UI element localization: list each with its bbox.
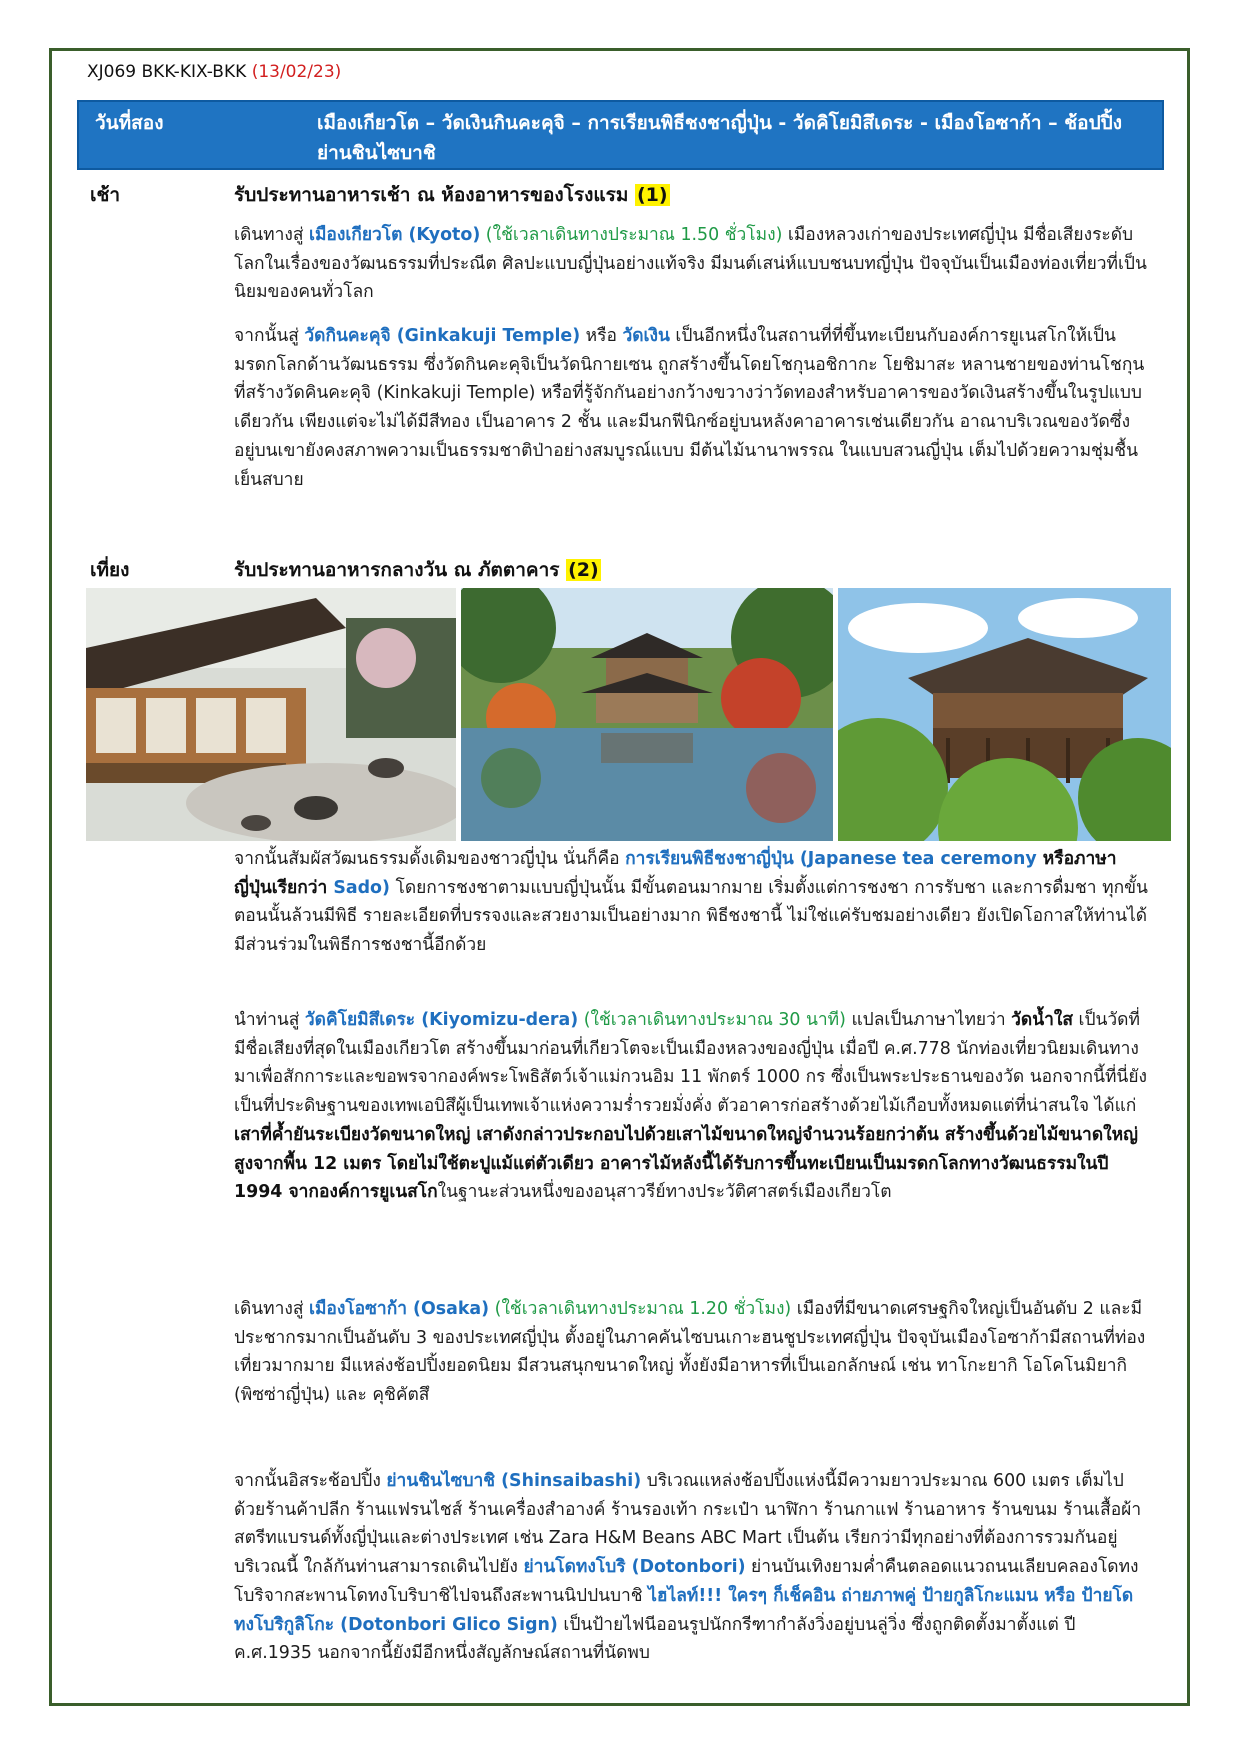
place-kiyomizu: วัดคิโยมิสึเดระ (Kiyomizu-dera) [304,1010,579,1030]
travel-time: (ใช้เวลาเดินทางประมาณ 1.50 ชั่วโมง) [480,225,783,245]
day-header [77,100,1164,170]
paragraph-shinsaibashi [234,1467,1150,1668]
place-dotonbori: ย่านโดทงโบริ (Dotonbori) [523,1557,746,1578]
text: ย่านบันเทิงยามค่ำคืนตลอดแนวถนนเลียบคลองโดทงโบริจากสะพานโดทงโบริบาชิไปจนถึงสะพานนิปปนบาชิ [234,1557,1139,1606]
meal-number-badge: (2) [568,559,599,581]
text: จากนั้นอิสระช้อปปิ้ง [234,1471,387,1491]
text: หรือ [580,326,623,346]
text: โดยการชงชาตามแบบญี่ปุ่นนั้น มีขั้นตอนมากมาย เริ่มตั้งแต่การชงชา การรับชา และการดื่มชา ทุกขั้นตอนนั้นล้วนมีพิธี รายละเอียดที่บรรจงและสวยงามเป็นอย่างมาก พิธีชงชานี้ ไม่ใช่แค่รับชมอย่างเดียว ยังเปิดโอกาสให้ท่านได้มีส่วนร่วมในพิธีการชงชานี้อีกด้วย [234,877,1148,956]
place-ginkakuji: วัดกินคะคุจิ (Ginkakuji Temple) [304,326,581,346]
place-osaka: เมืองโอซาก้า (Osaka) [309,1299,490,1319]
text: เป็นวัดที่มีชื่อเสียงที่สุดในเมืองเกียวโต สร้างขึ้นมาก่อนที่เกียวโตจะเป็นเมืองหลวงของญี่ปุ่น เมื่อปี ค.ศ.778 นักท่องเที่ยวนิยมเดินทางมาเพื่อสักการะและขอพรจากองค์พระโพธิสัตว์เจ้าแม่กวนอิม 11 พักตร์ 1000 กร ซึ่งเป็นพระประธานของวัด นอกจากนี้ที่นี่ยังเป็นที่ประดิษฐานของเทพเอบิสึผู้เป็นเทพเจ้าแห่งความร่ำรวยมั่งคั่ง ตัวอาคารก่อสร้างด้วยไม้เกือบทั้งหมดแต่ที่น่าสนใจ ได้แก่ [234,1010,1147,1117]
lunch-line [234,555,601,585]
travel-time: (ใช้เวลาเดินทางประมาณ 30 นาที) [578,1010,846,1030]
place-kyoto: เมืองเกียวโต (Kyoto) [309,225,481,245]
place-shinsaibashi: ย่านชินไซบาชิ (Shinsaibashi) [386,1471,642,1491]
text: จากนั้นสู่ [234,326,305,346]
tour-code-text: XJ069 BKK-KIX-BKK [87,62,247,82]
paragraph-osaka [234,1295,1150,1410]
slot-noon: เที่ยง [90,559,130,581]
day-title: เมืองเกียวโต – วัดเงินกินคะคุจิ – การเรียนพิธีชงชาญี่ปุ่น - วัดคิโยมิสึเดระ - เมืองโอซาก้า – ช้อปปิ้งย่านชินไซบาชิ [317,112,1122,164]
text: จากนั้นสัมผัสวัฒนธรรมดั้งเดิมของชาวญี่ปุ่น นั่นก็คือ [234,849,626,869]
photo-silver-pavilion [461,588,833,841]
text: เมืองที่มีขนาดเศรษฐกิจใหญ่เป็นอันดับ 2 และมีประชากรมากเป็นอันดับ 3 ของประเทศญี่ปุ่น ตั้งอยู่ในภาคคันไซบนเกาะฮนชูประเทศญี่ปุ่น ปัจจุบันเมืองโอซาก้ามีสถานที่ท่องเที่ยวมากมาย มีแหล่งช้อปปิ้งยอดนิยม มีสวนสนุกขนาดใหญ่ ทั้งยังมีอาหารที่เป็นเอกลักษณ์ เช่น ทาโกะยากิ โอโคโนมิยากิ (พิซซ่าญี่ปุ่น) และ คุชิคัตสึ [234,1299,1146,1406]
travel-time: (ใช้เวลาเดินทางประมาณ 1.20 ชั่วโมง) [489,1299,792,1319]
kiyomizu-highlight: เสาที่ค้ำยันระเบียงวัดขนาดใหญ่ เสาดังกล่าวประกอบไปด้วยเสาไม้ขนาดใหญ่จำนวนร้อยกว่าต้น สร้างขึ้นด้วยไม้ขนาดใหญ่สูงจากพื้น 12 เมตร โดยไม่ใช้ตะปูแม้แต่ตัวเดียว อาคารไม้หลังนี้ได้รับการขึ้นทะเบียนเป็นมรดกโลกทางวัฒนธรรมในปี 1994 จากองค์การยูเนสโก [234,1124,1138,1203]
text: เมืองหลวงเก่าของประเทศญี่ปุ่น มีชื่อเสียงระดับโลกในเรื่องของวัฒนธรรมที่ประณีต ศิลปะแบบญี่ปุ่นอย่างแท้จริง มีมนต์เสน่ห์แบบชนบทญี่ปุ่น ปัจจุบันเป็นเมืองท่องเที่ยวที่เป็นนิยมของคนทั่วโลก [234,225,1147,303]
breakfast-line [234,180,670,210]
photo-ginkakuji-hall [86,588,456,841]
kiyomizu-alias: วัดน้ำใส [1011,1010,1073,1030]
paragraph-ginkakuji [234,322,1150,494]
text: ในฐานะส่วนหนึ่งของอนุสาวรีย์ทางประวัติศาสตร์เมืองเกียวโต [437,1182,892,1203]
text: เป็นอีกหนึ่งในสถานที่ที่ขึ้นทะเบียนกับองค์การยูเนสโกให้เป็นมรดกโลกด้านวัฒนธรรม ซึ่งวัดกินคะคุจิเป็นวัดนิกายเซน ถูกสร้างขึ้นโดยโชกุนอชิกากะ โยชิมาสะ หลานชายของท่านโชกุน ที่สร้างวัดคินคะคุจิ (Kinkakuji Temple) หรือที่รู้จักกันอย่างกว้างขวางว่าวัดทองสำหรับอาคารของวัดเงินสร้างขึ้นในรูปแบบเดียวกัน เพียงแต่จะไม่ได้มีสีทอง เป็นอาคาร 2 ชั้น และมีนกฟีนิกซ์อยู่บนหลังคาอาคารเช่นเดียวกัน อาณาบริเวณของวัดซึ่งอยู่บนเขายังคงสภาพความเป็นธรรมชาติป่าอย่างสมบูรณ์แบบ มีต้นไม้นานาพรรณ ในแบบสวนญี่ปุ่น เต็มไปด้วยความชุ่มชื้นเย็นสบาย [234,326,1145,490]
breakfast-text: รับประทานอาหารเช้า ณ ห้องอาหารของโรงแรม [234,184,629,206]
tea-ceremony-sado: Sado) [327,877,390,898]
slot-morning: เช้า [90,184,121,206]
photo-kiyomizu-dera [838,588,1171,841]
tea-ceremony-note: หรือภาษาญี่ปุ่นเรียกว่า [234,849,1117,898]
paragraph-tea-ceremony [234,845,1150,960]
place-alias: วัดเงิน [622,326,670,346]
text: แปลเป็นภาษาไทยว่า [845,1010,1012,1030]
text: นำท่านสู่ [234,1010,305,1030]
lunch-text: รับประทานอาหารกลางวัน ณ ภัตตาคาร [234,559,560,581]
tour-date: (13/02/23) [251,62,342,82]
text: เดินทางสู่ [234,225,309,245]
paragraph-kiyomizu [234,1006,1150,1207]
tour-code [87,62,341,82]
text: เดินทางสู่ [234,1299,309,1319]
tea-ceremony-title: การเรียนพิธีชงชาญี่ปุ่น (Japanese tea ceremony [625,849,1037,869]
glico-highlight: ไฮไลท์!!! ใครๆ ก็เช็คอิน ถ่ายภาพคู่ ป้ายกูลิโกะแมน หรือ ป้ายโดทงโบริกูลิโกะ (Dotonbori Glico Sign) [234,1585,1134,1635]
day-label: วันที่สอง [95,112,164,134]
paragraph-kyoto [234,221,1150,307]
text: บริเวณแหล่งช้อปปิ้งแห่งนี้มีความยาวประมาณ 600 เมตร เต็มไปด้วยร้านค้าปลีก ร้านแฟรนไชส์ ร้านเครื่องสำอางค์ ร้านรองเท้า กระเป๋า นาฬิกา ร้านกาแฟ ร้านอาหาร ร้านขนม ร้านเสื้อผ้าสตรีทแบรนด์ทั้งญี่ปุ่นและต่างประเทศ เช่น Zara H&M Beans ABC Mart เป็นต้น เรียกว่ามีทุกอย่างที่ต้องการรวมกันอยู่บริเวณนี้ ใกล้กันท่านสามารถเดินไปยัง [234,1471,1142,1578]
text: เป็นป้ายไฟนีออนรูปนักกรีฑากำลังวิ่งอยู่บนลู่วิ่ง ซึ่งถูกติดตั้งมาตั้งแต่ ปี ค.ศ.1935 นอกจากนี้ยังมีอีกหนึ่งสัญลักษณ์สถานที่นัดพบ [234,1614,1076,1664]
meal-number-badge: (1) [636,184,668,206]
